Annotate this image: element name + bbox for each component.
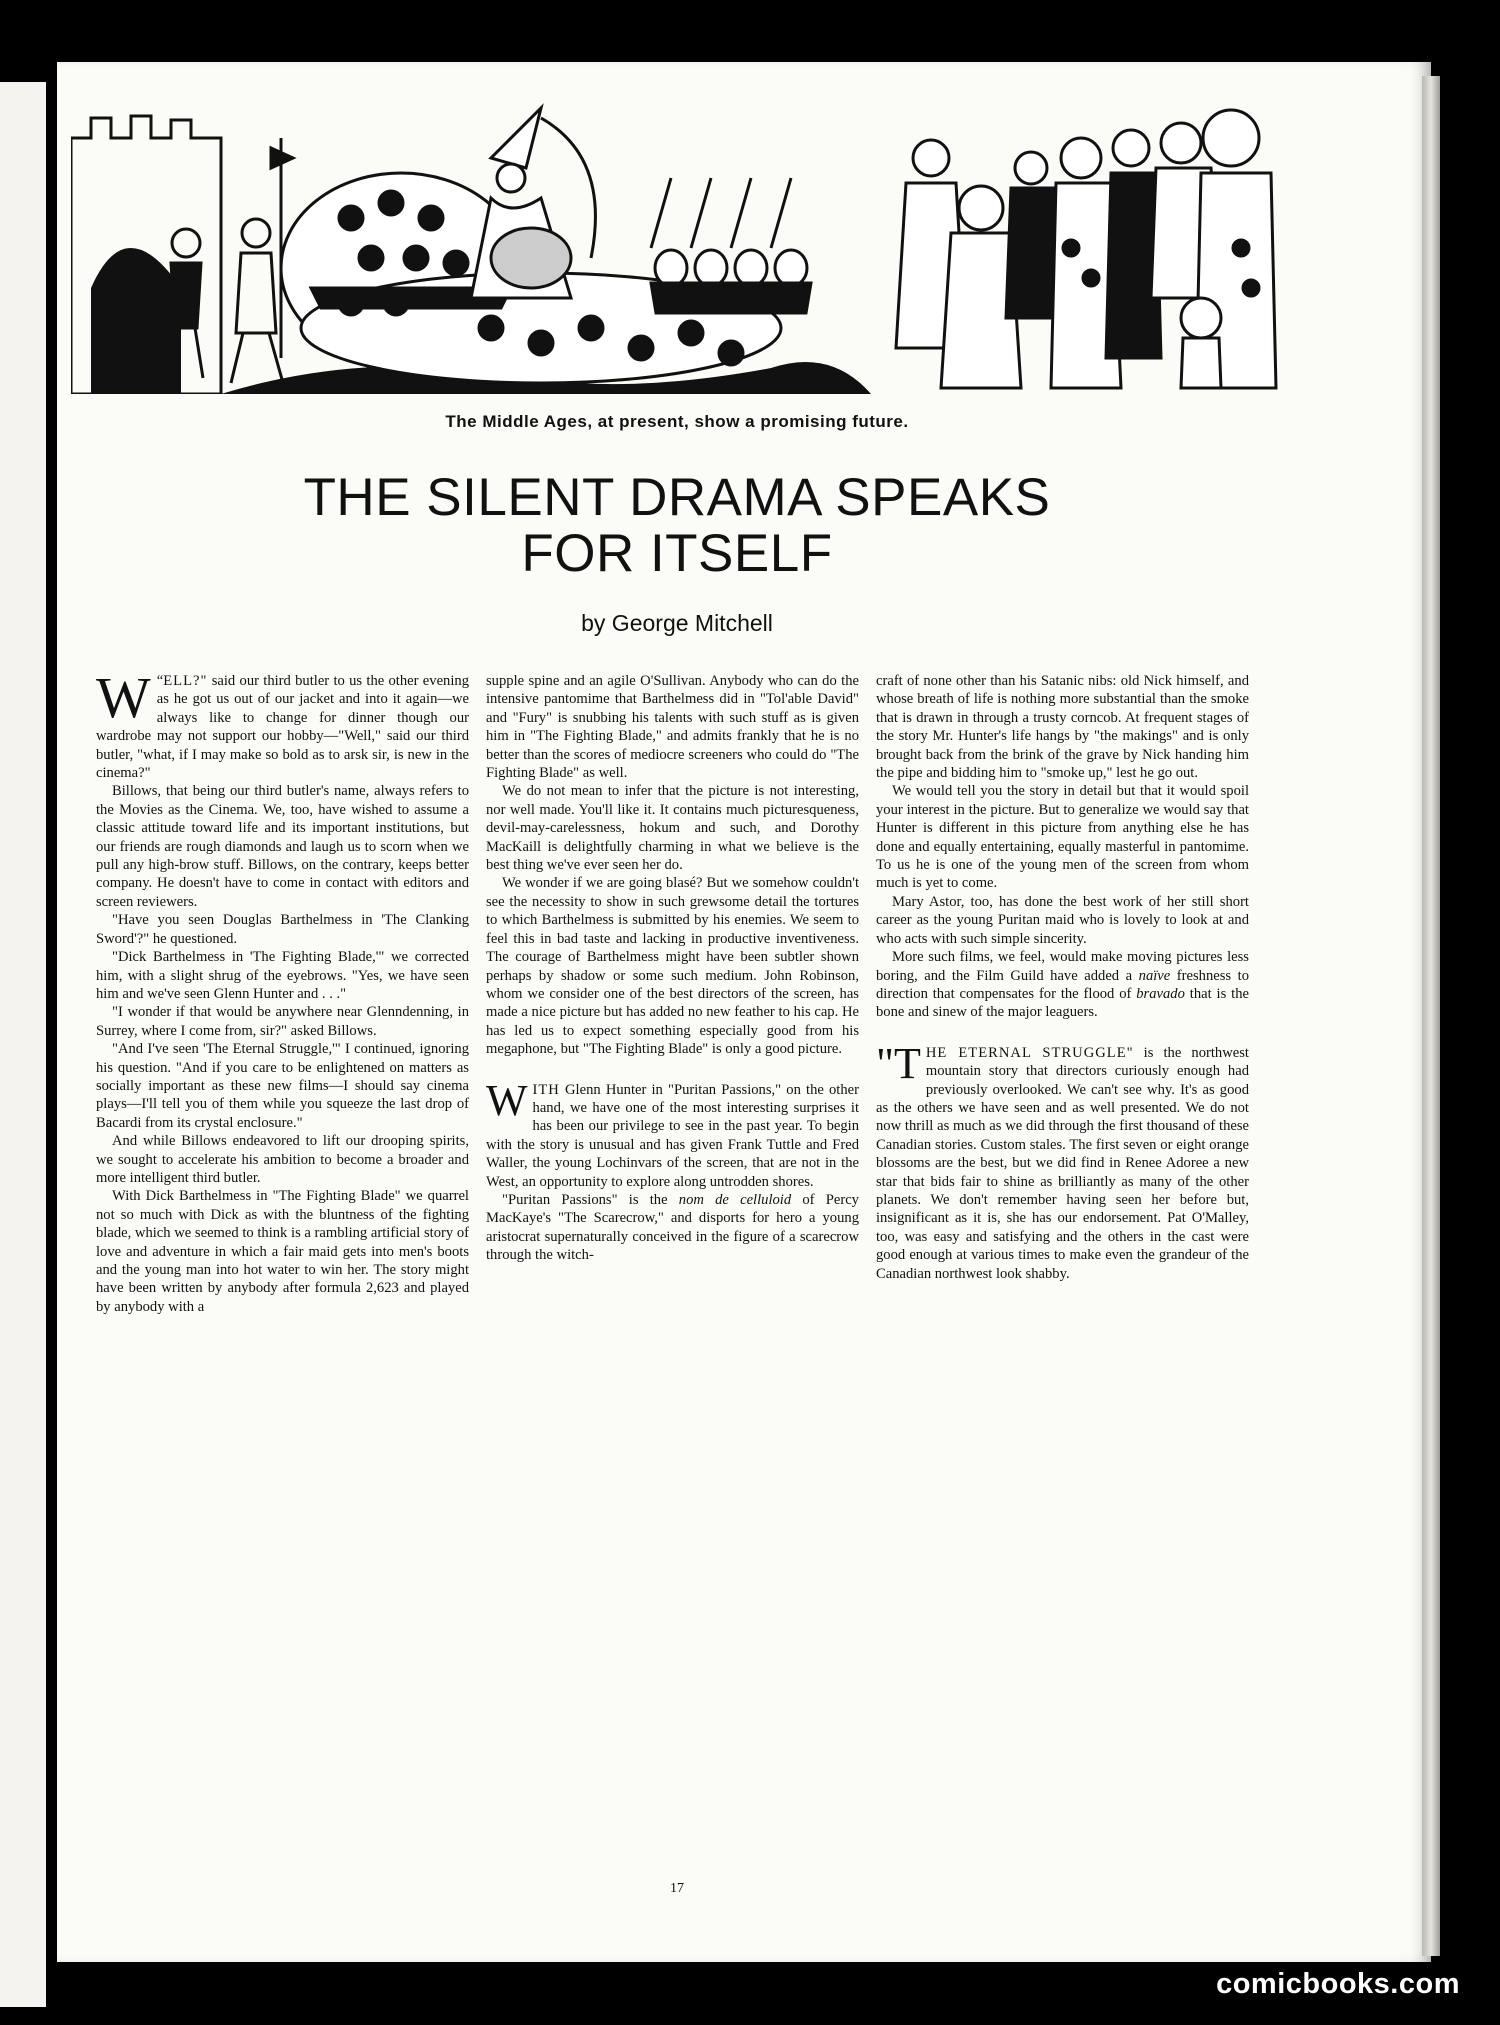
column-2: [486, 672, 859, 1265]
paragraph: Mary Astor, too, has done the best work of her still short career as the young Puritan maid who is lovely to look at and who acts with such simple sincerity.: [876, 893, 1249, 947]
header-illustration: [71, 98, 1283, 394]
page-number: 17: [670, 1881, 684, 1896]
paragraph: We would tell you the story in detail but that it would spoil your interest in the picture. But to generalize we would say that Hunter is different in this picture from anything else he has done and equally entertaining, equally masterful in pantomime. To us he is one of the young men of the screen from whom much is yet to come.: [876, 783, 1249, 892]
paragraph: [876, 948, 1249, 1022]
illustration-caption: The Middle Ages, at present, show a promising future.: [445, 412, 909, 431]
paragraph: We wonder if we are going blasé? But we somehow couldn't see the necessity to show in such grewsome detail the tortures to which Barthelmess is submitted by his enemies. We seem to feel this in bad taste and lacking in productive inventiveness. The courage of Barthelmess might have been subtler shown perhaps by shadow or some such medium. John Robinson, whom we consider one of the best directors of the screen, has made a nice picture but has added no new feather to his cap. He has led us to expect something especially good from his megaphone, but "The Fighting Blade" is only a good picture.: [486, 875, 859, 1058]
small-caps-lead: ITH: [532, 1081, 560, 1098]
paragraph: [486, 1191, 859, 1265]
paragraph-text: More such films, we feel, would make moving pictures less boring, and the Film Guild have added a: [876, 949, 1249, 984]
italic-text: bravado: [1136, 985, 1185, 1002]
byline: by George Mitchell: [581, 610, 773, 636]
paragraph: [486, 1075, 859, 1191]
title-line-2: FOR ITSELF: [521, 524, 833, 584]
paragraph: "Have you seen Douglas Barthelmess in 'The Clanking Sword'?" he questioned.: [96, 912, 469, 947]
paragraph: [876, 1038, 1249, 1283]
paragraph-text: Glenn Hunter in "Puritan Passions," on the other hand, we have one of the most interesting surprises it has been our privilege to see in the past year. To begin with the story is unusual and has given Frank Tuttle and Fred Waller, the young Lochinvars of the screen, that are not in the West, an opportunity to explore along untrodden shores.: [486, 1081, 859, 1190]
small-caps-lead: HE ETERNAL STRUGGLE": [925, 1044, 1134, 1061]
source-watermark: comicbooks.com: [1216, 1968, 1460, 2000]
article-title: [71, 470, 1283, 582]
facing-page-edge: [0, 82, 46, 2007]
paragraph: Billows, that being our third butler's name, always refers to the Movies as the Cinema. We, too, have wished to assume a classic attitude toward life and its important institutions, but our friends are rough diamonds and laugh us to scorn when we pull any high-brow stuff. Billows, on the contrary, keeps better company. He doesn't have to come in contact with editors and screen reviewers.: [96, 783, 469, 910]
paragraph-text: said our third butler to us the other evening as he got us out of our jacket and into it again—we always like to change for dinner though our wardrobe may not support our hobby—"Well," said our third butler, "what, if I may make so bold as to arsk sir, is new in the cinema?": [96, 673, 469, 782]
title-line-1: THE SILENT DRAMA SPEAKS: [303, 468, 1051, 527]
italic-text: naïve: [1138, 967, 1171, 984]
page-stack-edge: [1422, 76, 1440, 1956]
paragraph: "And I've seen 'The Eternal Struggle,'" I continued, ignoring his question. "And if you care to be enlightened on matters as socially important as these new films—I should say cinema plays—I'll tell you of them while you squeeze the last drop of Bacardi from its crystal enclosure.": [96, 1041, 469, 1131]
paragraph-text: is the northwest mountain story that directors curiously enough had previously overlooked. We can't see why. It's as good as the others we have seen and as well presented. We do not now thrill as much as we did through the first thousand of these Canadian stories. Custom stales. The first seven or eight orange blossoms are the best, but we did find in Renee Adoree a new star that bids fair to shine as brilliantly as many of the other planets. We don't remember having seen her before but, insignificant as it is, she has our endorsement. Pat O'Malley, too, was easy and satisfying and the others in the cast were good enough at various times to make even the grandeur of the Canadian northwest look shabby.: [876, 1044, 1249, 1282]
drop-cap: W: [486, 1075, 528, 1125]
paragraph-text: freshness to direction that compensates for the flood of: [876, 967, 1249, 1002]
paragraph: supple spine and an agile O'Sullivan. Anybody who can do the intensive pantomime that Barthelmess did in "Tol'able David" and "Fury" is snubbing his talents with such stuff as is given him in "The Fighting Blade," and admits frankly that he is no better than the scores of mediocre screeners who could do "The Fighting Blade" as well.: [486, 673, 859, 782]
italic-text: nom de celluloid: [678, 1191, 792, 1208]
column-3: [876, 672, 1249, 1283]
paragraph: "Dick Barthelmess in 'The Fighting Blade,'" we corrected him, with a slight shrug of the eyebrows. "Yes, we have seen him and we've seen Glenn Hunter and . . .": [96, 949, 469, 1002]
middle-ages-pageant-drawing: [71, 98, 1283, 394]
paragraph: "I wonder if that would be anywhere near Glenndenning, in Surrey, where I come from, sir?" asked Billows.: [96, 1004, 469, 1039]
paragraph-text: that is the bone and sinew of the major leaguers.: [876, 985, 1249, 1021]
paragraph: With Dick Barthelmess in "The Fighting Blade" we quarrel not so much with Dick as with the bluntness of the fighting blade, which we seemed to think is a rambling artificial story of love and adventure in which a fair maid gets into men's boots and the young man into hot water to win her. The story might have been written by anybody after formula 2,623 and played by anybody with a: [96, 1188, 469, 1315]
paragraph: W “ELL?" said our third butler to us the other evening as he got us out of our jacket and into it again—we always like to change for dinner though our wardrobe may not support our hobby—"Well," said our third butler, "what, if I may make so bold as to arsk sir, is new in the cinema?": [96, 665, 469, 782]
paragraph: craft of none other than his Satanic nibs: old Nick himself, and whose breath of life is nothing more substantial than the smoke that is drawn in through a trusty corncob. At frequent stages of the story Mr. Hunter's life hangs by "the makings" and is only brought back from the brink of the grave by Nick handing him the pipe and bidding him to "smoke up," lest he go out.: [876, 673, 1249, 782]
paragraph: We do not mean to infer that the picture is not interesting, nor well made. You'll like it. It contains much picturesqueness, devil-may-carelessness, hokum and such, and Dorothy MacKaill is delightfully charming in what we believe is the best thing we've ever seen her do.: [486, 783, 859, 874]
paragraph-text: of Percy MacKaye's "The Scarecrow," and disports for hero a young aristocrat supernaturally conceived in the figure of a scarecrow through the witch-: [486, 1191, 859, 1264]
small-caps-lead: ELL?": [163, 673, 208, 689]
paragraph-text: "Puritan Passions" is the: [502, 1191, 679, 1208]
drop-cap: W: [96, 665, 151, 730]
paragraph: And while Billows endeavored to lift our drooping spirits, we sought to accelerate his ambition to become a broader and more intelligent third butler.: [96, 1133, 469, 1186]
column-1: [96, 665, 469, 1316]
drop-cap: "T: [876, 1038, 921, 1088]
